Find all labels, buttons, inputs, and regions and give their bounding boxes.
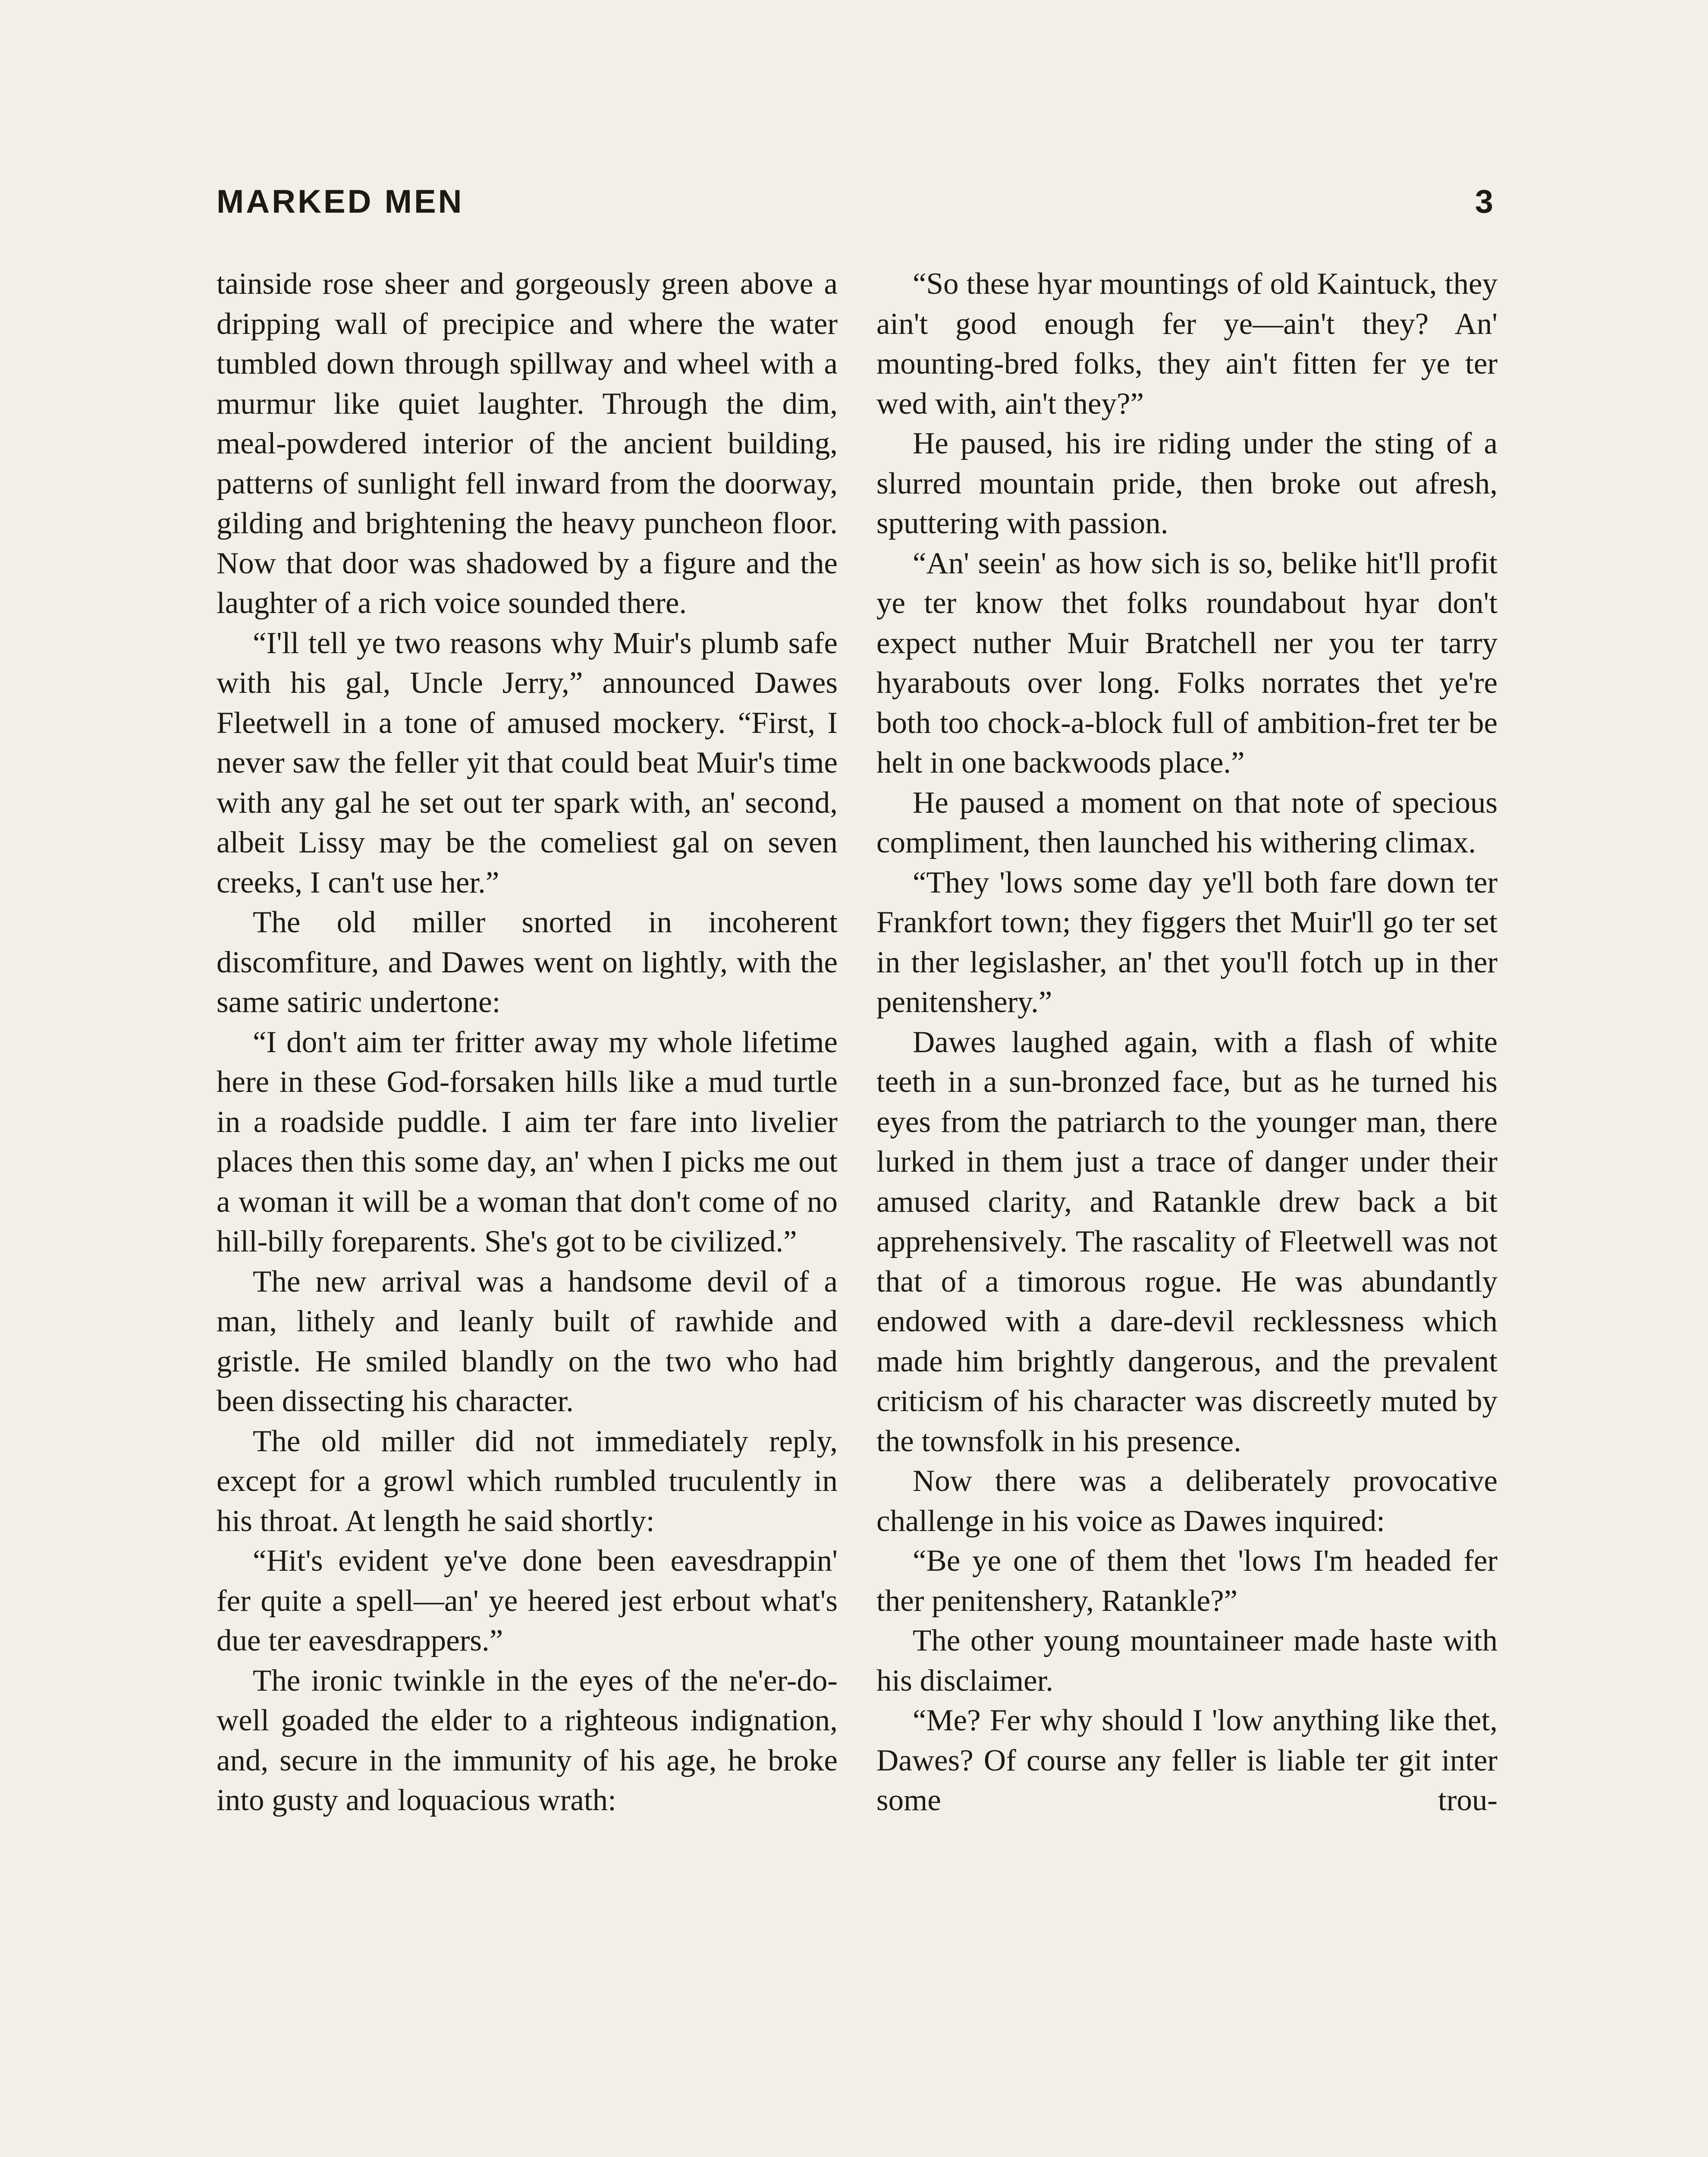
- paragraph: “I'll tell ye two reasons why Muir's plumb safe with his gal, Uncle Jerry,” announced Dawes Fleetwell in a tone of amused mockery. “First, I never saw the feller yit that could beat Muir's time with any gal he set out ter spark with, an' second, albeit Lissy may be the comeliest gal on seven creeks, I can't use her.”: [217, 626, 838, 899]
- paragraph: Now there was a deliberately provocative challenge in his voice as Dawes inquired:: [876, 1464, 1498, 1538]
- right-column: [876, 264, 1498, 1821]
- paragraph: “Hit's evident ye've done been eavesdrappin' fer quite a spell—an' ye heered jest erbout what's due ter eavesdrappers.”: [217, 1544, 838, 1657]
- paragraph: The old miller snorted in incoherent discomfiture, and Dawes went on lightly, with the same satiric undertone:: [217, 906, 838, 1019]
- paragraph: He paused, his ire riding under the sting of a slurred mountain pride, then broke out afresh, sputtering with passion.: [876, 427, 1498, 540]
- paragraph: “An' seein' as how sich is so, belike hit'll profit ye ter know thet folks roundabout hyar don't expect nuther Muir Bratchell ner you ter tarry hyarabouts over long. Folks norrates thet ye're both too chock-a-block full of ambition-fret ter be helt in one backwoods place.”: [876, 546, 1498, 780]
- paragraph: “Be ye one of them thet 'lows I'm headed fer ther penitenshery, Ratankle?”: [876, 1544, 1498, 1618]
- running-head: MARKED MEN: [217, 183, 464, 220]
- paragraph: tainside rose sheer and gorgeously green above a dripping wall of precipice and where the water tumbled down through spillway and wheel with a murmur like quiet laughter. Through the dim, meal-powdered interior of the ancient building, patterns of sunlight fell inward from the doorway, gilding and brightening the heavy puncheon floor. Now that door was shadowed by a figure and the laughter of a rich voice sounded there.: [217, 267, 838, 620]
- paragraph: “They 'lows some day ye'll both fare down ter Frankfort town; they figgers thet Muir'll go ter set in ther legislasher, an' thet you'll fotch up in ther penitenshery.”: [876, 865, 1498, 1019]
- paragraph: “So these hyar mountings of old Kaintuck, they ain't good enough fer ye—ain't they? An' mounting-bred folks, they ain't fitten fer ye ter wed with, ain't they?”: [876, 267, 1498, 421]
- page-number: 3: [1475, 183, 1493, 220]
- paragraph: “Me? Fer why should I 'low anything like thet, Dawes? Of course any feller is liable ter git inter some trou-: [876, 1704, 1498, 1817]
- paragraph: He paused a moment on that note of specious compliment, then launched his withering climax.: [876, 786, 1498, 859]
- page-header: [217, 183, 1493, 237]
- paragraph: “I don't aim ter fritter away my whole lifetime here in these God-forsaken hills like a mud turtle in a roadside puddle. I aim ter fare into livelier places then this some day, an' when I picks me out a woman it will be a woman that don't come of no hill-billy foreparents. She's got to be civilized.”: [217, 1025, 838, 1258]
- paragraph: The ironic twinkle in the eyes of the ne'er-do-well goaded the elder to a righteous indignation, and, secure in the immunity of his age, he broke into gusty and loquacious wrath:: [217, 1663, 838, 1817]
- left-column: [217, 264, 838, 1821]
- paragraph: The other young mountaineer made haste with his disclaimer.: [876, 1624, 1498, 1698]
- paragraph: Dawes laughed again, with a flash of white teeth in a sun-bronzed face, but as he turned his eyes from the patriarch to the younger man, there lurked in them just a trace of danger under their amused clarity, and Ratankle drew back a bit apprehensively. The rascality of Fleetwell was not that of a timorous rogue. He was abundantly endowed with a dare-devil recklessness which made him brightly dangerous, and the prevalent criticism of his character was discreetly muted by the townsfolk in his presence.: [876, 1025, 1498, 1458]
- paragraph: The old miller did not immediately reply, except for a growl which rumbled truculently in his throat. At length he said shortly:: [217, 1424, 838, 1538]
- paragraph: The new arrival was a handsome devil of a man, lithely and leanly built of rawhide and gristle. He smiled blandly on the two who had been dissecting his character.: [217, 1264, 838, 1418]
